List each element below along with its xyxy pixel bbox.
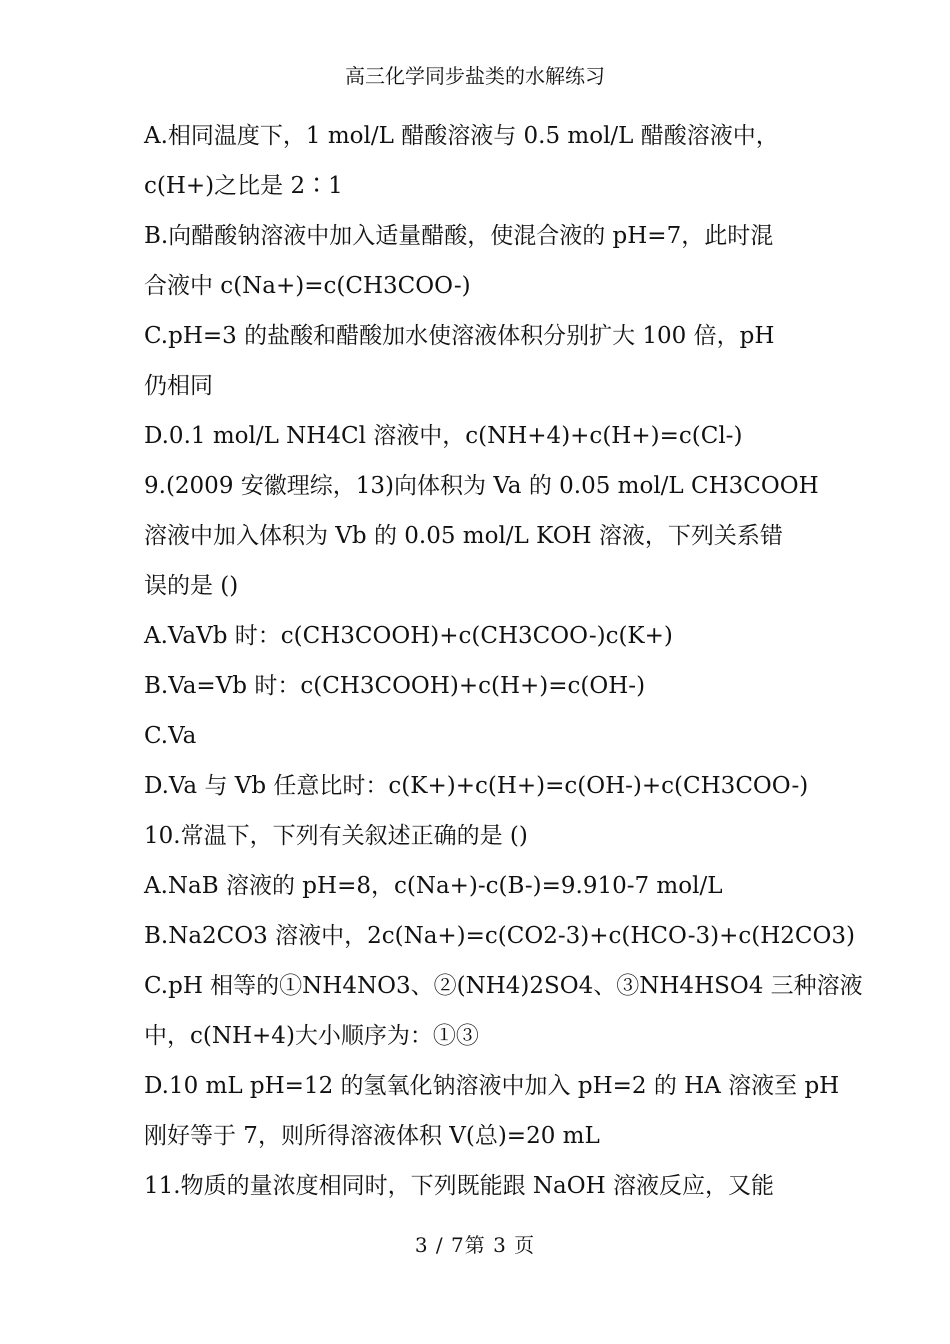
text-line: 仍相同	[144, 373, 213, 399]
text-line: C.pH=3 的盐酸和醋酸加水使溶液体积分别扩大 100 倍，pH	[144, 323, 775, 349]
text-line: 10.常温下，下列有关叙述正确的是 ()	[144, 823, 528, 849]
text-line: D.Va 与 Vb 任意比时：c(K+)+c(H+)=c(OH-)+c(CH3COO-)	[144, 773, 809, 799]
text-line: A.NaB 溶液的 pH=8，c(Na+)-c(B-)=9.910-7 mol/L	[144, 873, 723, 899]
text-line: A.相同温度下，1 mol/L 醋酸溶液与 0.5 mol/L 醋酸溶液中，	[144, 123, 779, 149]
text-line: 合液中 c(Na+)=c(CH3COO-)	[144, 273, 471, 299]
text-line: 溶液中加入体积为 Vb 的 0.05 mol/L KOH 溶液，下列关系错	[144, 523, 783, 549]
page-header: 高三化学同步盐类的水解练习	[345, 64, 605, 88]
text-line: 刚好等于 7，则所得溶液体积 V(总)=20 mL	[144, 1123, 600, 1149]
text-line: C.pH 相等的①NH4NO3、②(NH4)2SO4、③NH4HSO4 三种溶液	[144, 973, 863, 999]
text-line: A.VaVb 时：c(CH3COOH)+c(CH3COO-)c(K+)	[144, 623, 673, 649]
text-line: D.10 mL pH=12 的氢氧化钠溶液中加入 pH=2 的 HA 溶液至 pH	[144, 1073, 840, 1099]
text-line: 9.(2009 安徽理综，13)向体积为 Va 的 0.05 mol/L CH3COOH	[144, 473, 819, 499]
text-line: 误的是 ()	[144, 573, 239, 599]
text-line: 11.物质的量浓度相同时，下列既能跟 NaOH 溶液反应，又能	[144, 1173, 774, 1199]
text-line: 中，c(NH+4)大小顺序为：①③	[144, 1023, 479, 1049]
document-body	[144, 111, 863, 1211]
text-line: B.Na2CO3 溶液中，2c(Na+)=c(CO2-3)+c(HCO-3)+c(H2CO3)	[144, 923, 855, 949]
text-line: c(H+)之比是 2∶1	[144, 173, 343, 199]
text-line: D.0.1 mol/L NH4Cl 溶液中，c(NH+4)+c(H+)=c(Cl-)	[144, 423, 743, 449]
page-number: 3 / 7第 3 页	[414, 1233, 536, 1257]
text-line: C.Va	[144, 723, 197, 749]
text-line: B.向醋酸钠溶液中加入适量醋酸，使混合液的 pH=7，此时混	[144, 223, 774, 249]
text-line: B.Va=Vb 时：c(CH3COOH)+c(H+)=c(OH-)	[144, 673, 646, 699]
